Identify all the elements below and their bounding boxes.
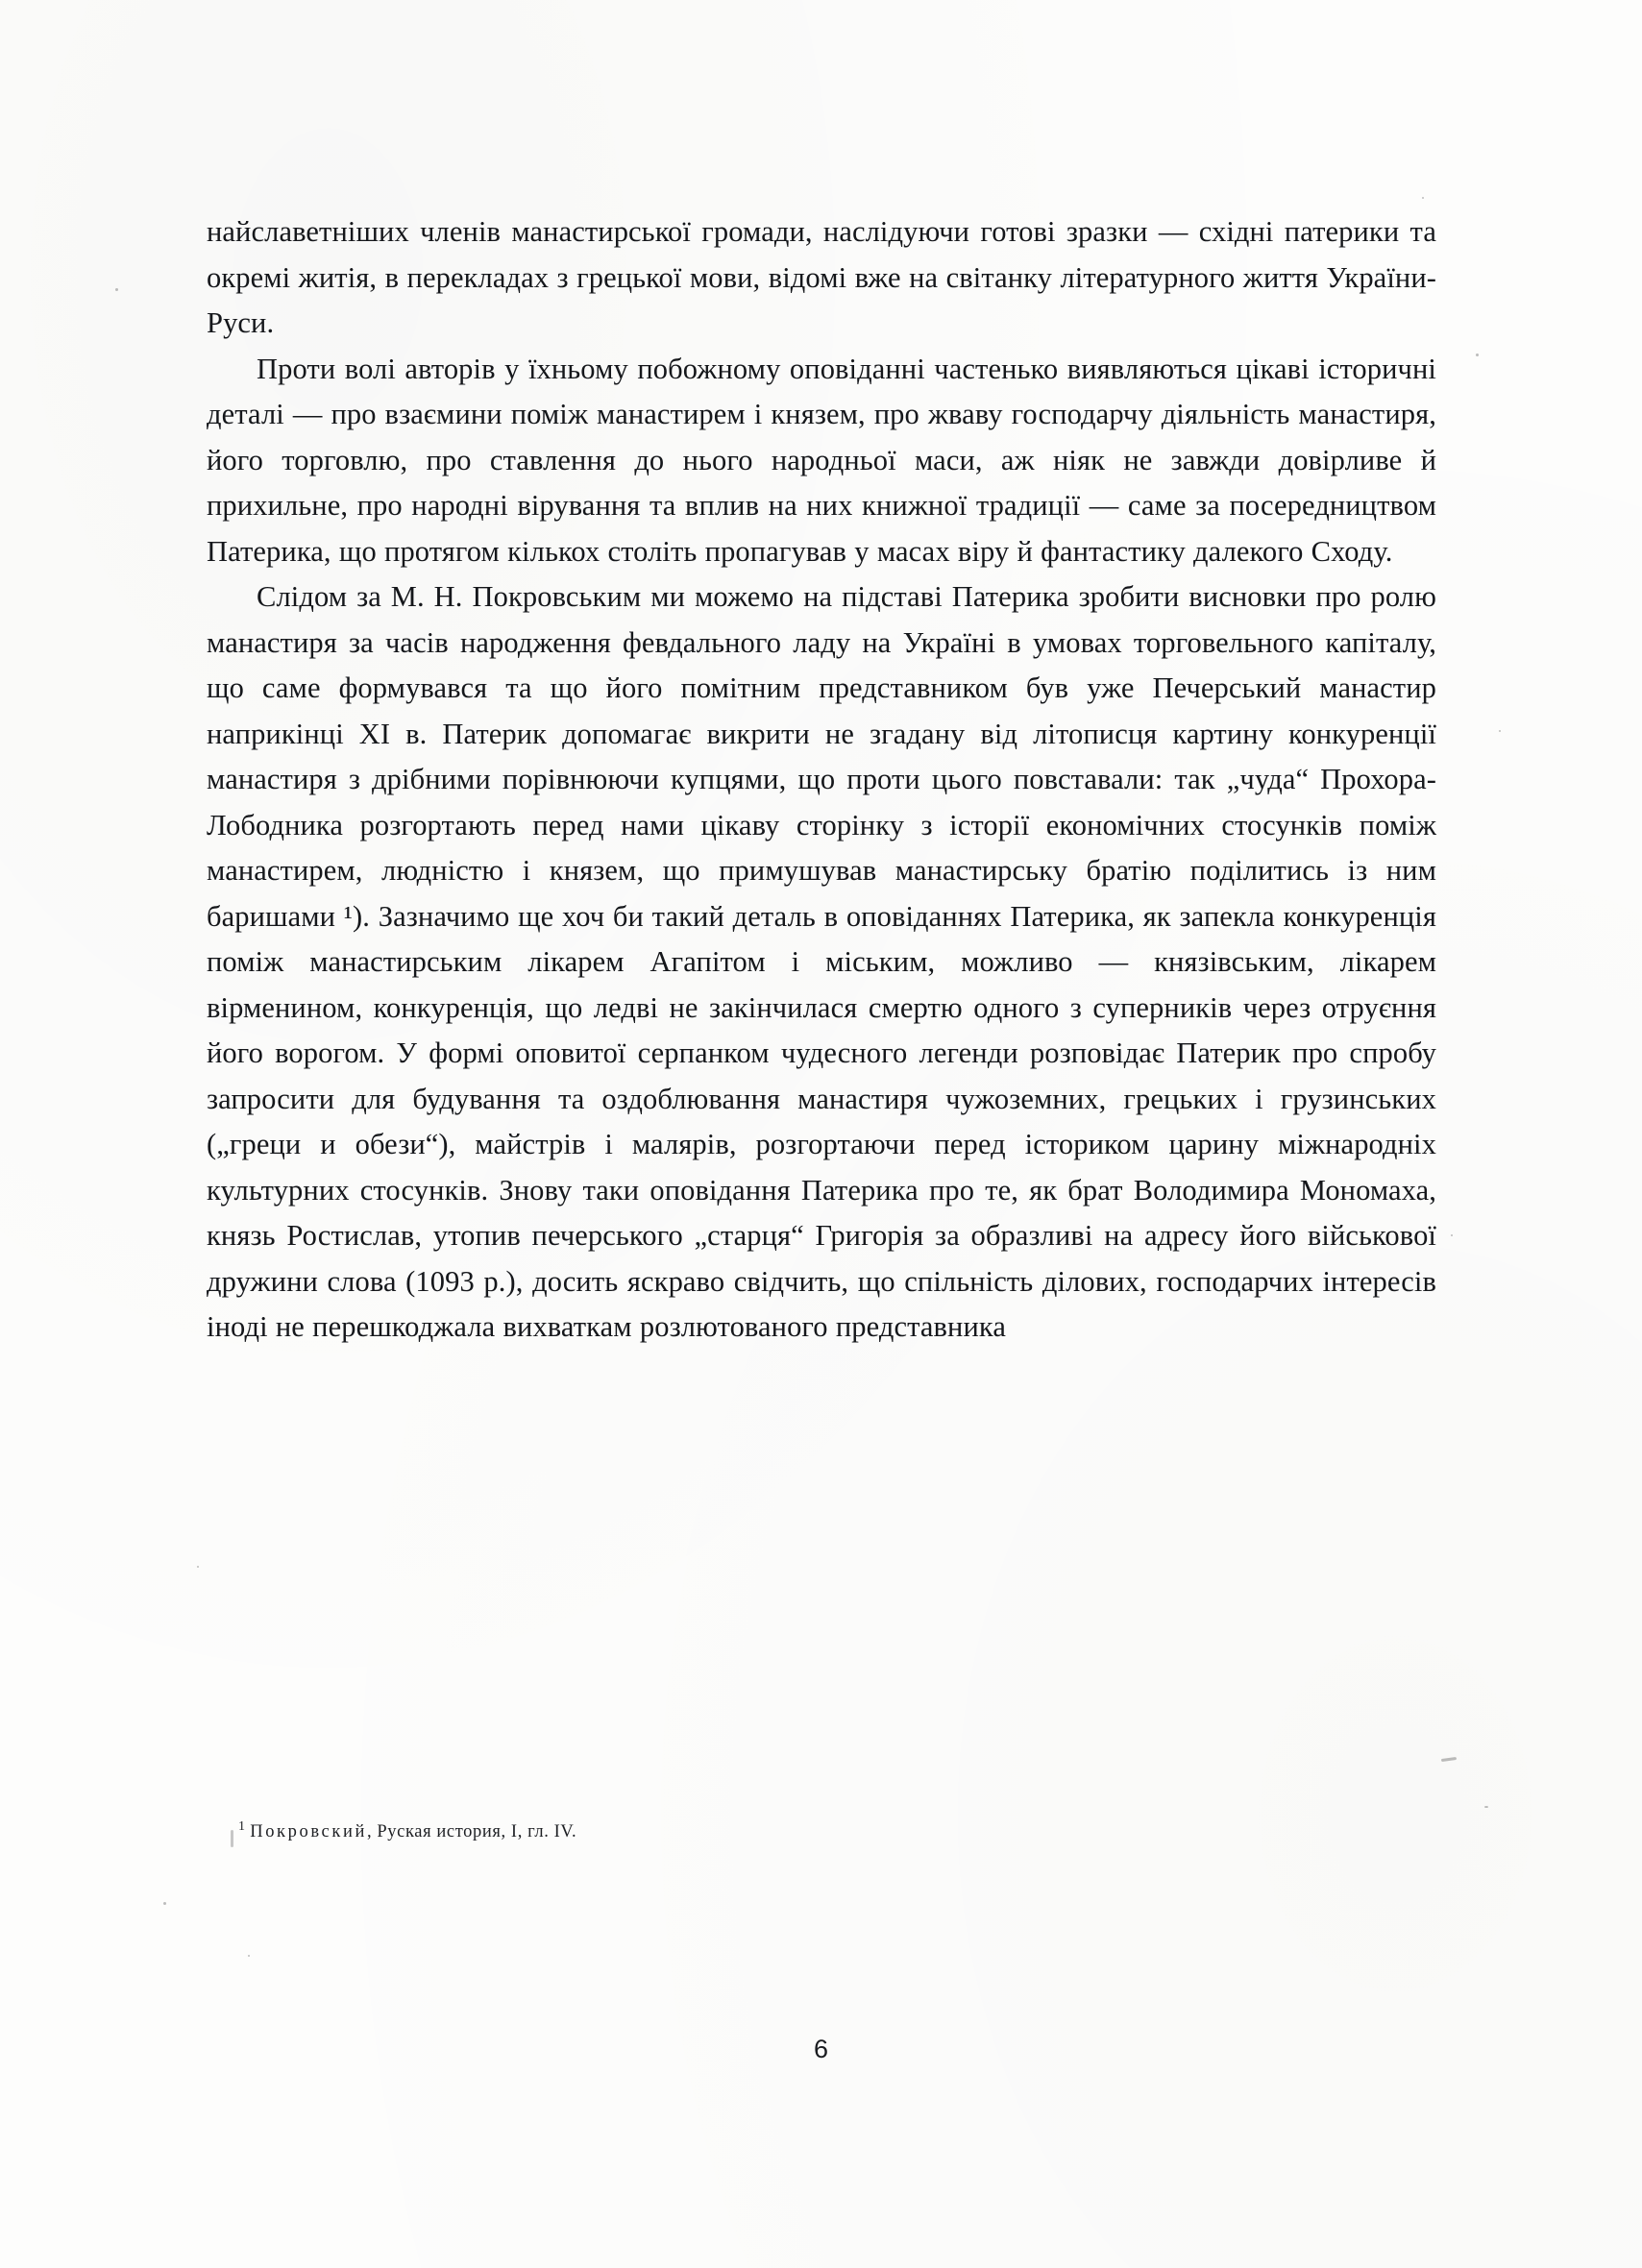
scan-speck	[231, 1830, 233, 1847]
footnote-author: Покровский	[250, 1822, 367, 1842]
scan-speck	[1441, 1757, 1457, 1762]
body-text-column	[207, 209, 1436, 1351]
scan-speck	[1451, 1234, 1453, 1236]
scan-speck	[197, 1566, 199, 1568]
scan-speck	[163, 1902, 166, 1905]
footnote-text: , Руская история, I, гл. IV.	[366, 1822, 577, 1842]
footnote-marker: 1	[238, 1819, 245, 1834]
scan-speck	[1499, 730, 1501, 732]
scan-speck	[115, 288, 118, 291]
paragraph-3: Слідом за М. Н. Покровським ми можемо на підставі Патерика зробити висновки про ролю манастиря за часів народження февдального ладу на Україні в умовах торговельного капіталу, що саме формувався та що його помітним представником був уже Печерський манастир наприкінці XI в. Патерик допомагає викрити не згадану від літописця картину конкуренції манастиря з дрібними порівнюючи купцями, що проти цього повставали: так „чуда“ Прохора-Лободника розгортають перед нами цікаву сторінку з історії економічних стосунків поміж манастирем, людністю і князем, що примушував манастирську братію поділитись із ним баришами ¹). Зазначимо ще хоч би такий деталь в оповіданнях Патерика, як запекла конкуренція поміж манастирським лікарем Агапітом і міським, можливо — князівським, лікарем вірменином, конкуренція, що ледві не закінчилася смертю одного з суперників через отруєння його ворогом. У формі оповитої серпанком чудесного легенди розповідає Патерик про спробу запросити для будування та оздоблювання манастиря чужоземних, грецьких і грузинських („греци и обези“), майстрів і малярів, розгортаючи перед істориком царину міжнародніх культурних стосунків. Знову таки оповідання Патерика про те, як брат Володимира Мономаха, князь Ростислав, утопив печерського „старця“ Григорія за образливі на адресу його військової дружини слова (1093 р.), досить яскраво свідчить, що спільність ділових, господарчих інтересів іноді не перешкоджала вихваткам розлютованого представника	[207, 580, 1436, 1343]
paragraph-1: найславетніших членів манастирської громади, наслідуючи готові зразки — східні патерики та окремі житія, в перекладах з грецької мови, відомі вже на світанку літературного життя України-Руси.	[207, 215, 1436, 339]
scan-speck	[1422, 197, 1424, 199]
scan-speck	[1484, 1806, 1488, 1808]
scan-speck	[1476, 354, 1479, 356]
footnote	[238, 1815, 1391, 1844]
page-number: 6	[813, 2035, 829, 2063]
paragraph-2: Проти волі авторів у їхньому побожному оповіданні частенько виявляються цікаві історичні деталі — про взаємини поміж манастирем і князем, про жваву господарчу діяльність манастиря, його торговлю, про ставлення до нього народньої маси, аж ніяк не завжди довірливе й прихильне, про народні вірування та вплив на них книжної традиції — саме за посередництвом Патерика, що протягом кількох століть пропагував у масах віру й фантастику далекого Сходу.	[207, 352, 1436, 568]
scan-speck	[248, 1955, 250, 1957]
